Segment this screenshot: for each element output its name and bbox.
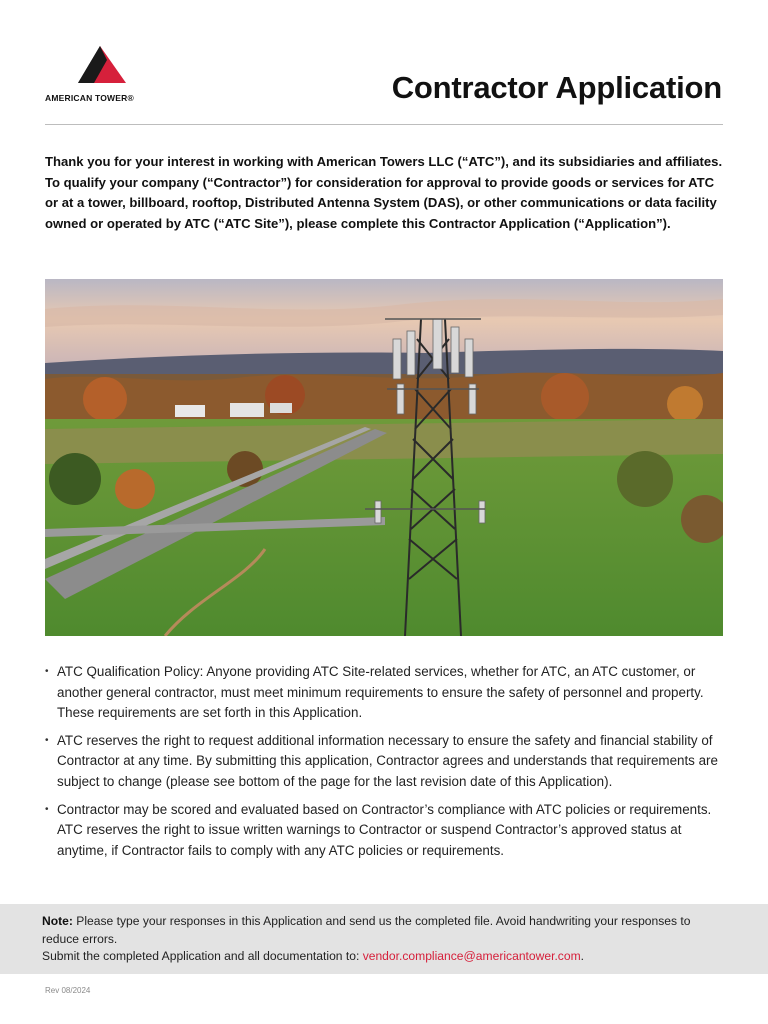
header-divider [45, 124, 723, 125]
tower-triangle-icon [78, 46, 126, 83]
note-box [0, 904, 768, 974]
bullet-qualification-policy: • ATC Qualification Policy: Anyone providing ATC Site-related services, whether for ATC, an ATC customer, or another general contractor, must meet minimum requirements to ensure the safety of personnel and property. These requirements are set forth in this Application. [45, 662, 725, 724]
bullet-additional-information: • ATC reserves the right to request additional information necessary to ensure the safety and financial stability of Contractor at any time. By submitting this application, Contractor agrees and understands that requirements are subject to change (please see bottom of the page for the last revision date of this Application). [45, 731, 725, 793]
intro-paragraph: Thank you for your interest in working with American Towers LLC (“ATC”), and its subsidiaries and affiliates. To qualify your company (“Contractor”) for consideration for approval to provide goods or services for ATC or at a tower, billboard, rooftop, Distributed Antenna System (DAS), or other communications or data facility owned or operated by ATC (“ATC Site”), please complete this Contractor Application (“Application”). [45, 154, 723, 231]
revision-date: Rev 08/2024 [45, 986, 91, 995]
cell-tower-image [45, 279, 723, 636]
note-label: Note: [42, 914, 73, 928]
logo-wordmark: AMERICAN TOWER® [45, 93, 134, 103]
vendor-compliance-email-link[interactable]: vendor.compliance@americantower.com [362, 949, 581, 963]
note-text: Please type your responses in this Application and send us the completed file. Avoid handwriting your responses to reduce errors. [42, 914, 691, 946]
page-title: Contractor Application [391, 70, 722, 105]
american-tower-logo [45, 46, 170, 104]
note-submit-line: Submit the completed Application and all documentation to: vendor.compliance@americantower.com. [42, 949, 585, 963]
cell-tower-photo [45, 279, 723, 636]
note-instructions [42, 913, 726, 948]
policy-bullets [45, 662, 725, 868]
submit-text: Submit the completed Application and all documentation to: [42, 949, 363, 963]
bullet-scoring-evaluation: • Contractor may be scored and evaluated based on Contractor’s compliance with ATC policies or requirements. ATC reserves the right to issue written warnings to Contractor or suspend Contractor’s approved status at anytime, if Contractor fails to comply with any ATC policies or requirements. [45, 800, 725, 862]
